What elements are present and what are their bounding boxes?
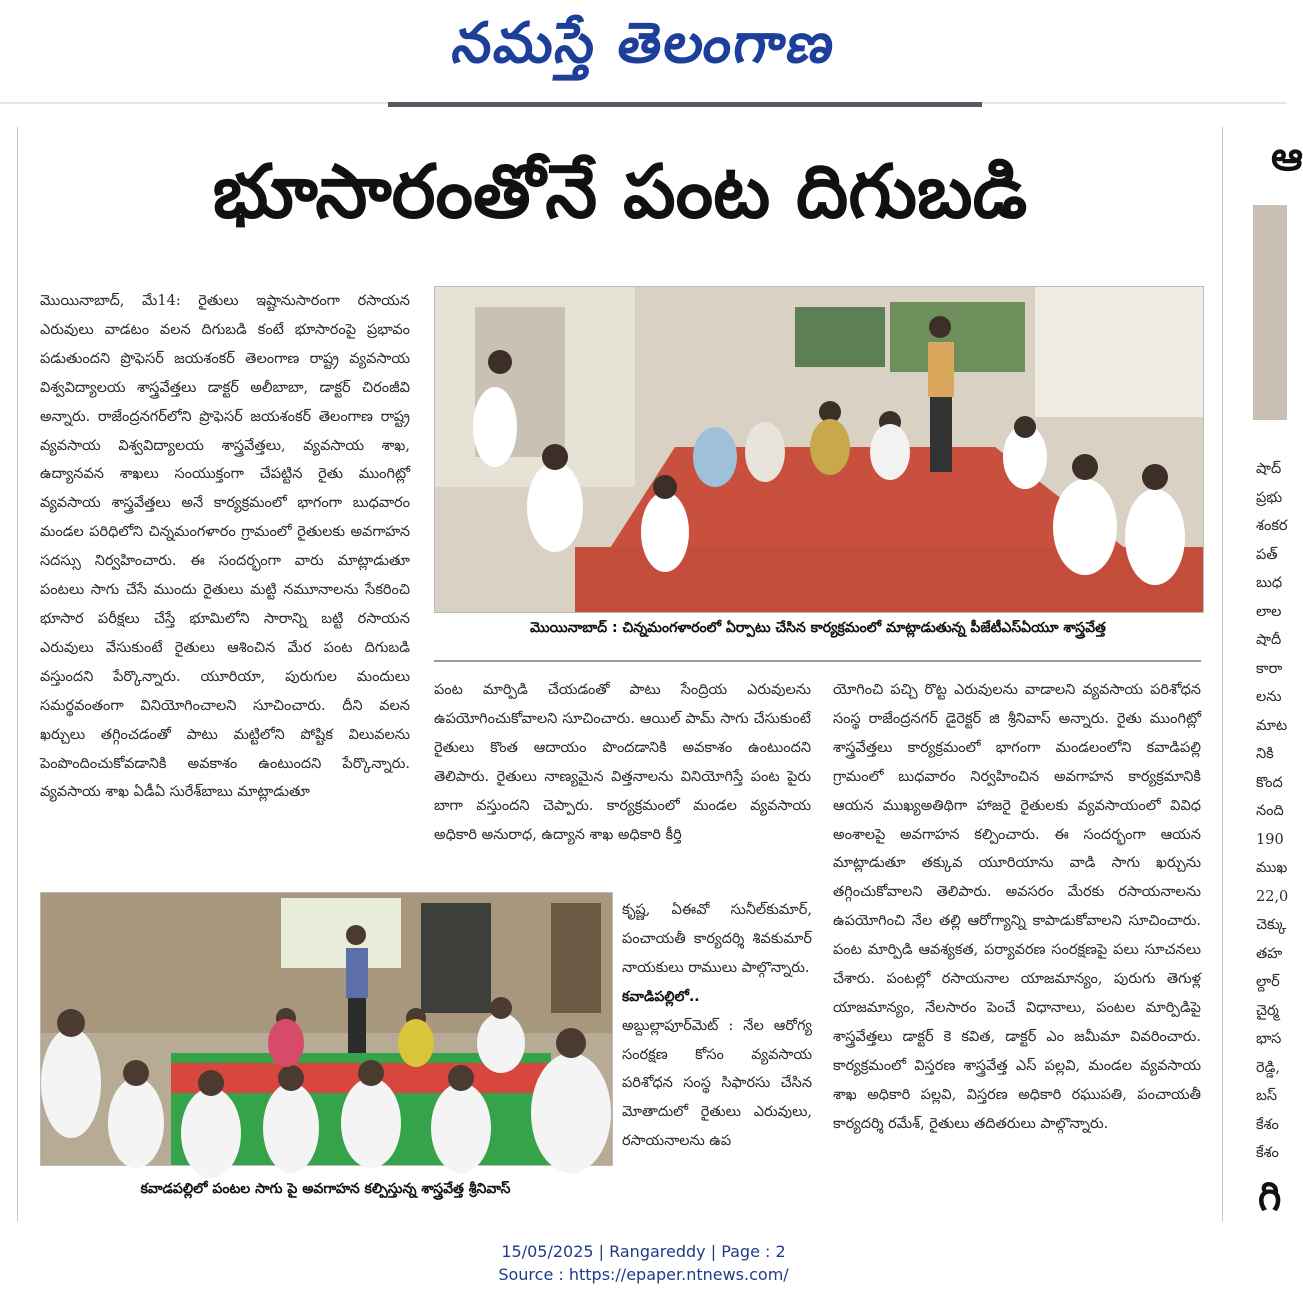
adjacent-headline-fragment: ఆ xyxy=(1271,134,1303,180)
adjacent-line: నికి xyxy=(1256,746,1274,762)
adjacent-line: కేశం xyxy=(1256,1116,1279,1133)
article-column-2 xyxy=(434,676,811,849)
adjacent-article-photo xyxy=(1253,205,1287,420)
photo2-caption: కవాడపల్లిలో పంటల సాగు పై అవగాహన కల్పిస్తున్న శాస్త్రవేత్త శ్రీనివాస్ xyxy=(140,1181,511,1197)
article-left-border xyxy=(17,127,18,1222)
adjacent-line: పత్ xyxy=(1256,546,1278,563)
adjacent-line: షాద్ xyxy=(1256,461,1282,477)
adjacent-article-text xyxy=(1256,455,1296,1168)
adjacent-line: రెడ్డి, xyxy=(1256,1059,1280,1076)
adjacent-line: 190 xyxy=(1256,831,1284,848)
photo-farmers-meeting xyxy=(434,286,1204,613)
section-subhead: కవాడిపల్లిలో.. xyxy=(622,988,700,1005)
masthead-accent-bar xyxy=(388,102,982,107)
article-column-1 xyxy=(40,287,410,807)
photo-kavadipalli-image xyxy=(41,893,612,1165)
adjacent-line: ముఖ xyxy=(1256,860,1288,876)
photo1-caption: మొయినాబాద్ : చిన్నమంగళారంలో ఏర్పాటు చేసిన కార్యక్రమంలో మాట్లాడుతున్న పీజేటీఎస్ఏయూ శాస్త్రవేత్త xyxy=(530,620,1106,636)
caption-divider xyxy=(434,660,1201,662)
source-link[interactable]: Source : https://epaper.ntnews.com/ xyxy=(498,1265,789,1284)
adjacent-line: భాస xyxy=(1256,1031,1282,1047)
adjacent-line: ల్దార్ xyxy=(1256,974,1280,990)
page-footer xyxy=(0,1240,1287,1286)
newspaper-logo: నమస్తే తెలంగాణ xyxy=(448,10,841,76)
photo-kavadipalli-meeting xyxy=(40,892,613,1166)
edition-info: 15/05/2025 | Rangareddy | Page : 2 xyxy=(501,1242,786,1261)
adjacent-line: షాదీ xyxy=(1256,632,1282,648)
adjacent-line: లాల xyxy=(1256,603,1282,620)
adjacent-line: కొంద xyxy=(1256,774,1283,791)
body-paragraph: కృష్ణ, ఏఈవో సునీల్‌కుమార్, పంచాయతీ కార్యదర్శి శివకుమార్ నాయకులు రాములు పాల్గొన్నారు. xyxy=(622,902,812,976)
article-column-2-narrow xyxy=(622,896,812,1156)
masthead xyxy=(0,0,1287,100)
adjacent-line: శంకర xyxy=(1256,518,1288,534)
adjacent-line: కారా xyxy=(1256,660,1283,677)
adjacent-line: చైర్మ xyxy=(1256,1002,1279,1019)
adjacent-line: మాట xyxy=(1256,717,1288,734)
adjacent-line: ప్రభు xyxy=(1256,489,1283,506)
photo-farmers-meeting-image xyxy=(435,287,1203,612)
adjacent-line: తహ xyxy=(1256,945,1283,962)
article-column-3 xyxy=(833,676,1201,1139)
article-headline: భూసారంతోనే పంట దిగుబడి xyxy=(212,149,1028,235)
body-paragraph: మొయినాబాద్, మే14: రైతులు ఇష్టానుసారంగా రసాయన ఎరువులు వాడటం వలన దిగుబడి కంటే భూసారంపై ప్రభావం పడుతుందని ప్రొఫెసర్ జయశంకర్ తెలంగాణ రాష్ట్ర వ్యవసాయ విశ్వవిద్యాలయ శాస్త్రవేత్తలు డాక్టర్ అలీబాబా, డాక్టర్ చిరంజీవి అన్నారు. రాజేంద్రనగర్‌లోని ప్రొఫెసర్ జయశంకర్ తెలంగాణ రాష్ట్ర వ్యవసాయ విశ్వవిద్యాలయ శాస్త్రవేత్తలు, వ్యవసాయ శాఖ, ఉద్యానవన శాఖలు సంయుక్తంగా చేపట్టిన రైతు ముంగిట్లో వ్యవసాయ శాస్త్రవేత్తలు అనే కార్యక్రమంలో భాగంగా బుధవారం మండల పరిధిలోని చిన్నమంగళారం గ్రామంలో రైతులకు అవగాహన సదస్సు నిర్వహించారు. ఈ సందర్భంగా వారు మాట్లాడుతూ పంటలు సాగు చేసే ముందు రైతులు మట్టి నమూనాలను సేకరించి భూసార పరీక్షలు చేస్తే భూమిలోని సారాన్ని బట్టి రసాయన ఎరువులు వేసుకుంటే రైతులు ఆశించిన మేర పంట దిగుబడి వస్తుందని పేర్కొన్నారు. యూరియా, పురుగుల మందులు సమర్థవంతంగా వినియోగించాలని సూచించారు. దీని వలన ఖర్చులు తగ్గించడంతో పాటు మట్టిలోని పోష్టిక విలువలను పెంపొందించుకోవడానికి అవకాశం ఉంటుందని పేర్కొన్నారు. వ్యవసాయ శాఖ ఏడీఏ సురేశ్‌బాబు మాట్లాడుతూ xyxy=(40,293,410,801)
adjacent-line: బస్ xyxy=(1256,1088,1278,1104)
adjacent-line: చెక్కు xyxy=(1256,917,1287,933)
adjacent-headline-fragment-bottom: గి xyxy=(1258,1174,1282,1220)
adjacent-line: కేశం xyxy=(1256,1145,1279,1161)
body-paragraph: పంట మార్పిడి చేయడంతో పాటు సేంద్రియ ఎరువులను ఉపయోగించుకోవాలని సూచించారు. ఆయిల్ పామ్ సాగు చేసుకుంటే రైతులు కొంత ఆదాయం పొందడానికి అవకాశం ఉంటుందని తెలిపారు. రైతులు నాణ్యమైన విత్తనాలను వినియోగిస్తే పంట పైరు బాగా వస్తుందని చెప్పారు. కార్యక్రమంలో మండల వ్యవసాయ అధికారి అనురాధ, ఉద్యాన శాఖ అధికారి కీర్తి xyxy=(434,682,811,843)
adjacent-line: 22,0 xyxy=(1256,888,1289,905)
adjacent-line: లను xyxy=(1256,689,1282,705)
article-right-border xyxy=(1222,127,1223,1222)
adjacent-line: నంది xyxy=(1256,803,1284,819)
adjacent-line: బుధ xyxy=(1256,575,1283,591)
body-paragraph: అబ్దుల్లాపూర్‌మెట్ : నేల ఆరోగ్య సంరక్షణ కోసం వ్యవసాయ పరిశోధన సంస్థ సిఫారసు చేసిన మోతాదులో రైతులు ఎరువులు, రసాయనాలను ఉప xyxy=(622,1017,812,1150)
body-paragraph: యోగించి పచ్చి రొట్ట ఎరువులను వాడాలని వ్యవసాయ పరిశోధన సంస్థ రాజేంద్రనగర్ డైరెక్టర్ జి శ్రీనివాస్ అన్నారు. రైతు ముంగిట్లో శాస్త్రవేత్తలు కార్యక్రమంలో భాగంగా మండలంలోని కవాడిపల్లి గ్రామంలో బుధవారం నిర్వహించిన అవగాహన కార్యక్రమానికి ఆయన ముఖ్యఅతిథిగా హాజరై రైతులకు వ్యవసాయంలో వివిధ అంశాలపై అవగాహన కల్పించారు. ఈ సందర్భంగా ఆయన మాట్లాడుతూ తక్కువ యూరియాను వాడి సాగు ఖర్చును తగ్గించుకోవాలని తెలిపారు. అవసరం మేరకు రసాయనాలను ఉపయోగించి నేల తల్లి ఆరోగ్యాన్ని కాపాడుకోవాలని సూచించారు. పంట మార్పిడి ఆవశ్యకత, పర్యావరణ సంరక్షణపై పలు సూచనలు చేశారు. పంటల్లో రసాయనాల యాజమాన్యం, పురుగు తెగుళ్ల యాజమాన్యం, నేలసారం పెంచే విధానాలు, పంటల మార్పిడిపై శాస్త్రవేత్తలు డాక్టర్ కె కవిత, డాక్టర్ ఎం జమీమా వివరించారు. కార్యక్రమంలో విస్తరణ శాస్త్రవేత్త ఎస్ పల్లవి, మండల వ్యవసాయ శాఖ అధికారి పల్లవి, విస్తరణ అధికారి రఘుపతి, పంచాయతీ కార్యదర్శి రమేశ్, రైతులు తదితరులు పాల్గొన్నారు. xyxy=(833,682,1201,1132)
